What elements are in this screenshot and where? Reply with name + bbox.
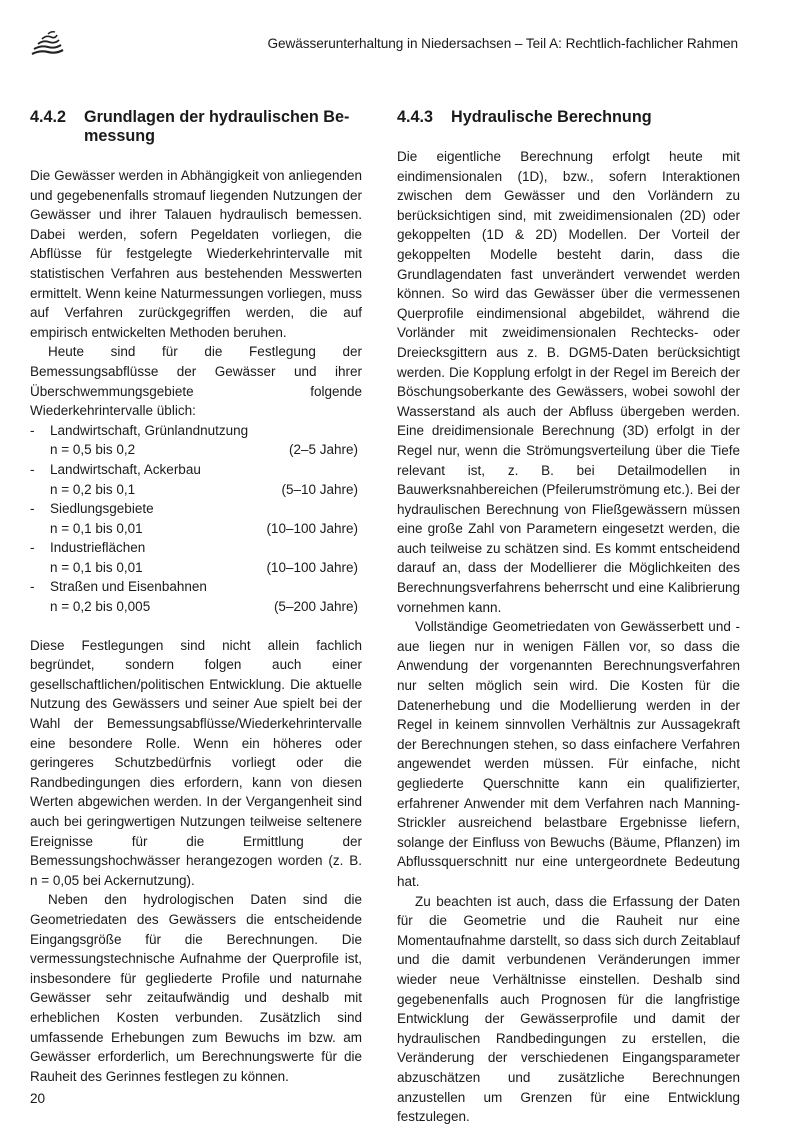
paragraph: Die eigentliche Berechnung erfolgt heute mit eindimensionalen (1D), bzw., sofern Interaktionen zwischen dem Gewässer und den Vorländern zu berücksichtigen sind, mit zweidimensionalen (2D) oder gekoppelten (1D & 2D) Modellen. Der Vorteil der gekoppelten Modelle besteht darin, dass die Grundlagendaten fast unverändert verwendet werden können. So wird das Gewässer über die vermessenen Querprofile eindimensional abgebildet, während die Vorländer mit zweidimensionalen Rechtecks- oder Dreiecksgittern aus z. B. DGM5-Daten berücksichtigt werden. Die Kopplung erfolgt in der Regel im Bereich der Böschungsoberkante des Gewässers, wobei sowohl der Wasserstand als auch der Abfluss übergeben werden. Eine dreidimensionale Berechnung (3D) erfolgt in der Regel nur, wenn die Strömungsverteilung über die Tiefe relevant ist, z. B. bei Detailmodellen in Bauwerksnahbereichen (Pfeilerumströmung etc.). Bei der hydraulischen Berechnung von Fließgewässern müssen eine große Zahl von Parametern eingesetzt werden, die auch teilweise zu schätzen sind. Es kommt entscheidend darauf an, dass der Modellierer die Möglichkeiten des Berechnungsverfahrens beherrscht und eine Kalibrierung vornehmen kann. (397, 149, 740, 615)
list-dash: - (30, 501, 35, 517)
paragraph: Heute sind für die Festlegung der Bemessungsabflüsse der Gewässer und ihrer Überschwemmungsgebiete folgende Wiederkehrintervalle üblich: (30, 344, 362, 419)
section-heading-4-4-2 (30, 108, 362, 146)
left-column (30, 108, 362, 1086)
list-n-range: n = 0,1 bis 0,01 (50, 559, 143, 575)
paragraph: Zu beachten ist auch, dass die Erfassung der Daten für die Geometrie und die Rauheit nur eine Momentaufnahme darstellt, so dass sich durch Zeitablauf und die damit verbundenen Veränderungen immer wieder neue Verhältnisse einstellen. Deshalb sind gegebenenfalls auch Prognosen für die langfristige Entwicklung der Gewässerprofile und damit der hydraulischen Randbedingungen zu erstellen, die Veränderung der verschiedenen Eingangsparameter abzuschätzen und zusätzliche Berechnungen anzustellen um Grenzen für eine Entwicklung festzulegen. (397, 893, 740, 1125)
list-item (30, 460, 362, 499)
list-category: Industrieflächen (50, 540, 146, 556)
list-item (30, 499, 362, 538)
wave-logo-icon (30, 30, 64, 56)
list-dash: - (30, 540, 35, 556)
section-title: Grundlagen der hydraulischen Be-messung (84, 108, 350, 145)
list-years: (5–200 Jahre) (273, 599, 358, 615)
section-heading-4-4-3 (397, 108, 740, 127)
paragraph: Die Gewässer werden in Abhängigkeit von anliegenden und gegebenenfalls stromauf liegenden Nutzungen der Gewässer und ihrer Talauen hydraulisch bemessen. Dabei werden, sofern Pegeldaten vorliegen, die Abflüsse für festgelegte Wiederkehrintervalle mit statistischen Verfahren aus bestehenden Messwerten ermittelt. Wenn keine Naturmessungen vorliegen, muss auf Verfahren zurückgegriffen werden, die auf empirisch entwickelten Methoden beruhen. (30, 168, 362, 340)
list-category: Landwirtschaft, Grünlandnutzung (50, 422, 249, 438)
list-item (30, 538, 362, 577)
list-n-range: n = 0,1 bis 0,01 (50, 520, 143, 536)
list-years: (10–100 Jahre) (266, 520, 358, 536)
list-n-range: n = 0,2 bis 0,005 (50, 599, 151, 615)
list-category: Landwirtschaft, Ackerbau (50, 461, 201, 477)
paragraph: Neben den hydrologischen Daten sind die Geometriedaten des Gewässers die entscheidende Eingangsgröße für die Berechnungen. Die vermessungstechnische Aufnahme der Querprofile ist, insbesondere für gegliederte Profile und naturnahe Gewässer sehr zeitaufwändig und deshalb mit erheblichen Kosten verbunden. Zusätzlich sind umfassende Erhebungen zum Bewuchs im bzw. am Gewässer erforderlich, um Berechnungswerte für die Rauheit des Gerinnes festlegen zu können. (30, 892, 362, 1084)
list-years: (5–10 Jahre) (281, 481, 358, 497)
list-n-range: n = 0,2 bis 0,1 (50, 481, 136, 497)
list-item (30, 577, 362, 616)
list-n-range: n = 0,5 bis 0,2 (50, 442, 136, 458)
list-category: Straßen und Eisenbahnen (50, 579, 207, 595)
running-head: Gewässerunterhaltung in Niedersachsen – Teil A: Rechtlich-fachlicher Rahmen (267, 36, 738, 51)
right-column (397, 108, 740, 1127)
section-title: Hydraulische Berechnung (451, 108, 652, 126)
page-number: 20 (30, 1091, 46, 1106)
list-years: (10–100 Jahre) (266, 559, 358, 575)
section-number: 4.4.3 (397, 108, 434, 126)
paragraph: Diese Festlegungen sind nicht allein fachlich begründet, sondern folgen auch einer gesellschaftlichen/politischen Entwicklung. Die aktuelle Nutzung des Gewässers und seiner Aue spielt bei der Wahl der Bemessungsabflüsse/Wiederkehrintervalle eine besondere Rolle. Wenn ein höheres oder geringeres Schutzbedürfnis vorliegt oder die Randbedingungen dies erfordern, kann von diesen Werten abgewichen werden. In der Vergangenheit sind auch bei geringwertigen Nutzungen teilweise seltenere Ereignisse für die Ermittlung der Bemessungshochwässer herangezogen worden (z. B. n = 0,05 bei Ackernutzung). (30, 637, 362, 888)
list-dash: - (30, 422, 35, 438)
paragraph: Vollständige Geometriedaten von Gewässerbett und -aue liegen nur in wenigen Fällen vor, so dass die Anwendung der vorgenannten Berechnungsverfahren nur selten möglich sein wird. Die Kosten für die Datenerhebung und die Modellierung werden in der Regel in keinem sinnvollen Verhältnis zur Aussagekraft der Berechnungen stehen, so dass einfachere Verfahren angewendet werden müssen. Für einfache, nicht gegliederte Querschnitte kann ein qualifizierter, erfahrener Anwender mit dem Verfahren nach Manning-Strickler ausreichend belastbare Ergebnisse liefern, solange der Einfluss von Bewuchs (Bäume, Pflanzen) im Abflussquerschnitt nur eine untergeordnete Bedeutung hat. (397, 619, 740, 889)
list-dash: - (30, 579, 35, 595)
list-category: Siedlungsgebiete (50, 501, 154, 517)
list-dash: - (30, 461, 35, 477)
list-years: (2–5 Jahre) (288, 442, 358, 458)
section-number: 4.4.2 (30, 108, 67, 126)
recurrence-interval-list (30, 421, 362, 617)
list-item (30, 421, 362, 460)
